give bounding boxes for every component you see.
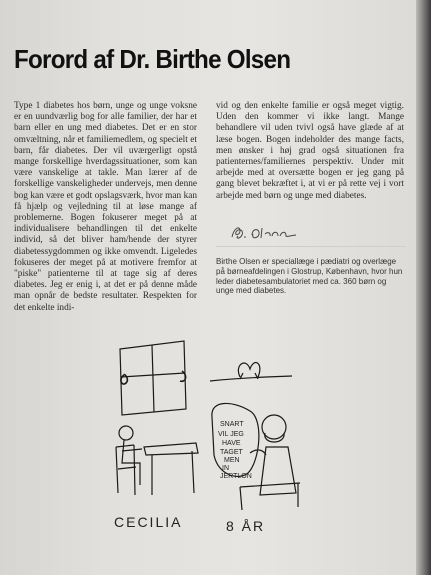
page-edge [416,0,431,575]
speech-line-1: SNART [220,421,244,428]
window-sketch [120,341,186,415]
body-text-column-2: vid og den enkelte familie er også meget vigtig. Uden den kommer vi ikke langt. Mange behandlere vil uden tvivl også have glæde af at læse bogen. Bogen indeholder des mange facts, men ønsker i høj grad også situationen fra patienternes/familiernes perspektiv. Under mit arbejde med at oversætte bogen er jeg gang på gang blevet bekræftet i, at vi er på rette vej i vort arbejde med børn og unge med diabetes. [216,101,404,201]
plant-sketch [210,363,292,381]
speech-line-2: VIL JEG [218,431,244,438]
speech-bubble-text [218,421,252,480]
body-text-column-1: Type 1 diabetes hos børn, unge og unge voksne er en uundværlig bog for alle familier, der har et barn eller en ung med diabetes. Det er en stor omvæltning, når et familiemedlem, og specielt et barn, får diabetes. Der vil uværgerligt opstå mange forskellige hverdagssituationer, som kan være vanskelige at takle. Man lærer af de forskellige vanskeligheder undervejs, men denne bog kan være et godt opslagsværk, hvor man kan få hjælp og vejledning til at løse mange af problemerne. Bogen fokuserer meget på at individualisere behandlingen til det enkelte individ, så det bliver ham/hende der styrer diabetessygdommen og ikke omvendt. Ligeledes fokuseres der meget på at motivere fremfor at "piske" patienterne til at tage sig af deres diabetes. Jeg er enig i, at det er på denne måde man opnår de bedste resultater. Respekten for det enkelte indi- [14,101,197,313]
speech-line-5: MEN [224,457,240,464]
signature [226,222,326,244]
signature-divider [216,246,406,247]
speech-line-6: IN [222,465,229,472]
page-title: Forord af Dr. Birthe Olsen [14,44,291,74]
table-sketch [116,426,198,495]
speech-line-7: JERTLON [220,473,252,480]
speech-line-4: TAGET [220,449,243,456]
child-drawing [100,335,310,545]
speech-line-3: HAVE [222,440,241,447]
author-bio: Birthe Olsen er speciallæge i pædiatri og overlæge på børneafdelingen i Glostrup, København, hvor hun leder diabetesambulatoriet med ca. 360 børn og unge med diabetes. [216,257,403,296]
drawing-caption-name: CECILIA [114,514,183,530]
drawing-caption-age: 8 ÅR [226,518,266,534]
